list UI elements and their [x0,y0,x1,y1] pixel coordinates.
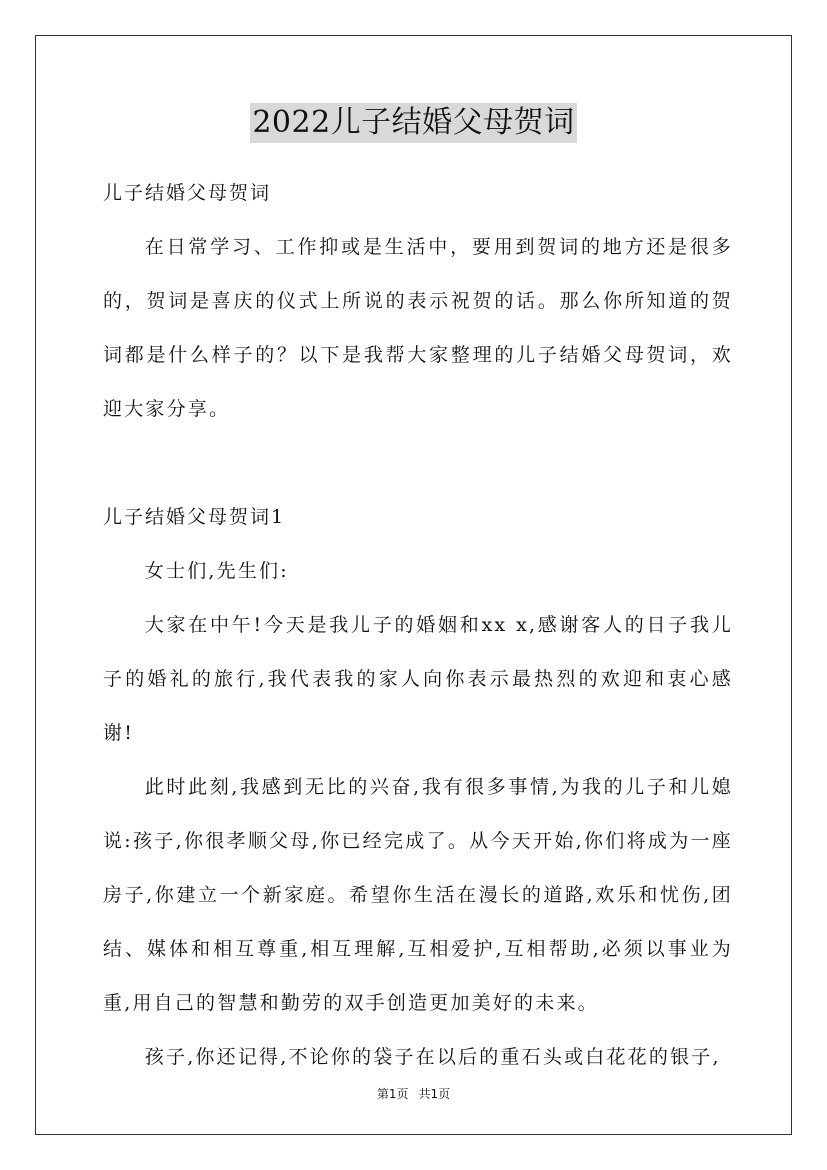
document-body [103,166,733,1084]
section-heading: 儿子结婚父母贺词1 [103,506,286,528]
paragraph-2: 此时此刻,我感到无比的兴奋,我有很多事情,为我的儿子和儿媳说:孩子,你很孝顺父母,你已经完成了。从今天开始,你们将成为一座房子,你建立一个新家庭。希望你生活在漫长的道路,欢乐和忧伤,团结、媒体和相互尊重,相互理解,互相爱护,互相帮助,必须以事业为重,用自己的智慧和勤劳的双手创造更加美好的未来。 [103,776,733,1014]
intro-paragraph: 在日常学习、工作抑或是生活中，要用到贺词的地方还是很多的，贺词是喜庆的仪式上所说的表示祝贺的话。那么你所知道的贺词都是什么样子的？以下是我帮大家整理的儿子结婚父母贺词，欢迎大家分享。 [103,236,733,420]
paragraph-3: 孩子,你还记得,不论你的袋子在以后的重石头或白花花的银子, [144,1046,721,1068]
paragraph-1: 大家在中午!今天是我儿子的婚姻和xx x,感谢客人的日子我儿子的婚礼的旅行,我代表我的家人向你表示最热烈的欢迎和衷心感谢! [103,614,733,744]
page-total: 共1页 [418,1087,451,1101]
document-title-text: 2022儿子结婚父母贺词 [250,103,576,143]
page-footer [0,1085,827,1102]
salutation: 女士们,先生们: [144,560,289,582]
subtitle: 儿子结婚父母贺词 [103,182,272,204]
document-title [0,102,827,143]
page-number: 第1页 [376,1087,409,1101]
section-spacer [103,436,733,490]
